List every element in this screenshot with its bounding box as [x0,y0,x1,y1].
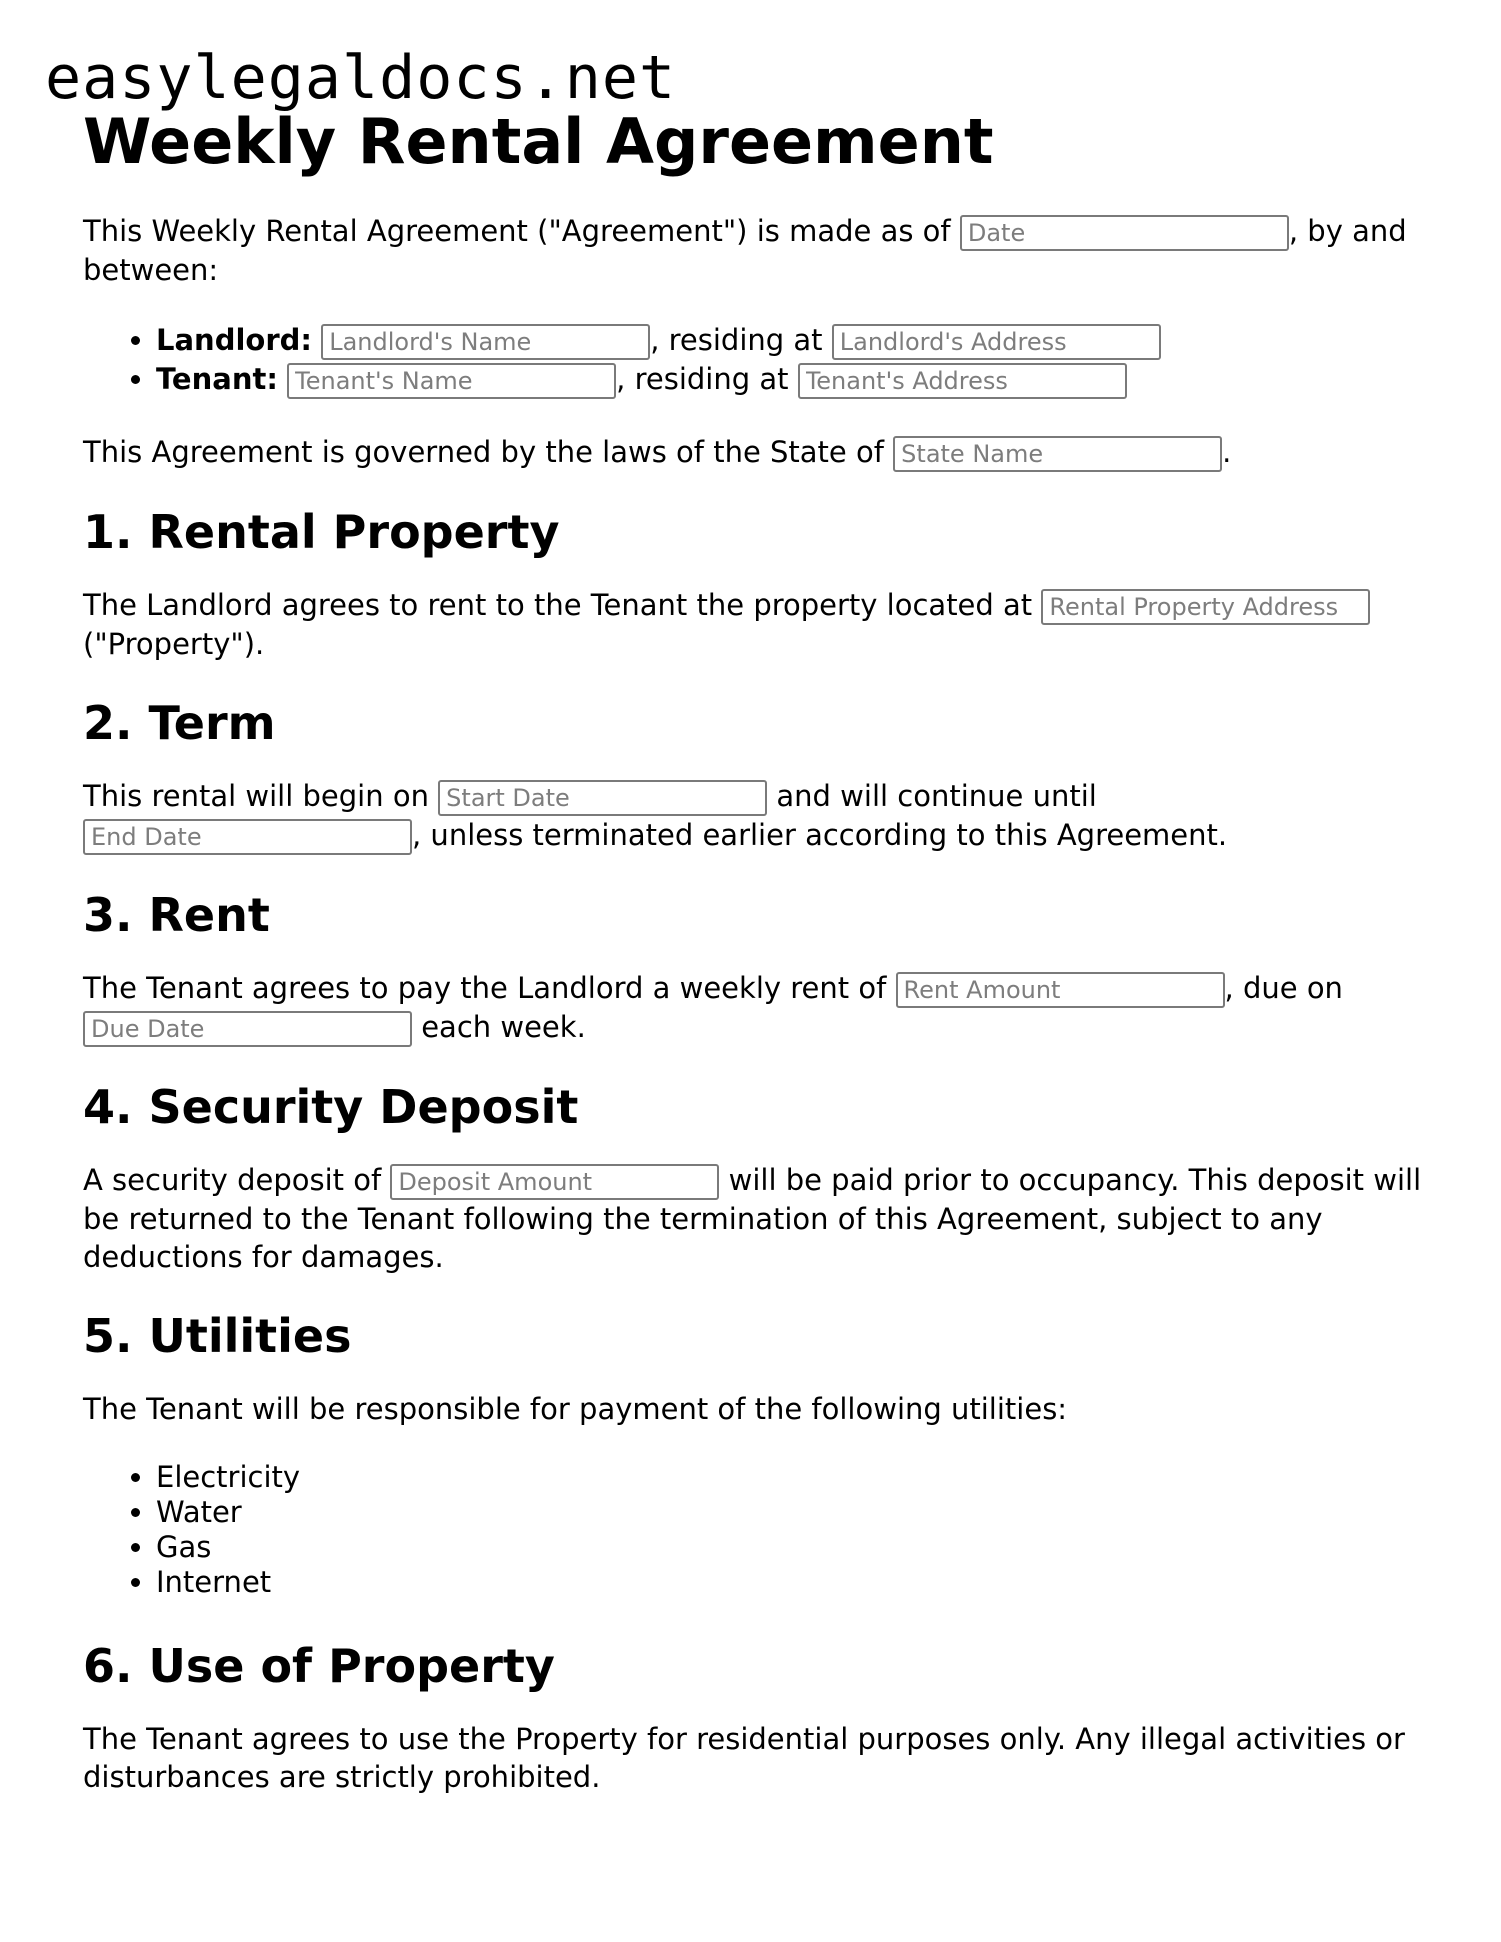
landlord-residing-text: , residing at [650,323,832,357]
deposit-text-after: will be paid prior to occupancy. This deposit will be returned to the Tenant following the termination of this Agreement, subject to any deductions for damages. [83,1163,1422,1274]
section-heading-use-of-property: 6. Use of Property [83,1639,555,1693]
rental-property-paragraph [83,586,1433,663]
term-paragraph [83,777,1433,855]
landlord-address-input[interactable] [832,324,1161,360]
section-heading-rent: 3. Rent [83,888,270,942]
rent-text-middle: , due on [1224,971,1343,1005]
list-item: • Water [156,1495,1433,1530]
site-watermark: easylegaldocs.net [45,43,677,113]
governing-law-paragraph [83,433,1433,472]
rental-property-text-before: The Landlord agrees to rent to the Tenant the property located at [83,588,1042,622]
start-date-input[interactable] [438,780,767,816]
landlord-name-input[interactable] [321,324,650,360]
rent-paragraph [83,969,1433,1047]
rent-text-before: The Tenant agrees to pay the Landlord a weekly rent of [83,971,896,1005]
utilities-paragraph: The Tenant will be responsible for payment of the following utilities: [83,1392,1068,1426]
term-text-before: This rental will begin on [83,779,439,813]
section-heading-term: 2. Term [83,696,276,750]
end-date-input[interactable] [83,819,412,855]
list-item: • Internet [156,1565,1433,1600]
rental-property-address-input[interactable] [1041,589,1370,625]
use-of-property-paragraph: The Tenant agrees to use the Property for residential purposes only. Any illegal activities or disturbances are strictly prohibited. [83,1722,1405,1794]
rent-amount-input[interactable] [896,972,1225,1008]
intro-text-before: This Weekly Rental Agreement ("Agreement") is made as of [83,214,960,248]
section-heading-utilities: 5. Utilities [83,1309,352,1363]
section-heading-rental-property: 1. Rental Property [83,505,560,559]
utilities-list [83,1460,1433,1600]
list-item: • Gas [156,1530,1433,1565]
tenant-item [156,360,1433,399]
intro-paragraph [83,212,1433,289]
tenant-address-input[interactable] [798,363,1127,399]
rental-property-text-after: ("Property"). [83,627,265,661]
landlord-label: Landlord: [156,323,312,357]
agreement-date-input[interactable] [960,215,1289,251]
tenant-name-input[interactable] [287,363,616,399]
due-date-input[interactable] [83,1011,412,1047]
security-deposit-paragraph [83,1161,1433,1276]
landlord-item [156,321,1433,360]
deposit-text-before: A security deposit of [83,1163,391,1197]
agreement-document [83,100,1433,1828]
state-name-input[interactable] [893,436,1222,472]
section-heading-security-deposit: 4. Security Deposit [83,1080,579,1134]
deposit-amount-input[interactable] [390,1164,719,1200]
governing-text-after: . [1222,435,1232,469]
tenant-residing-text: , residing at [616,362,798,396]
term-text-middle: and will continue until [767,779,1097,813]
list-item: • Electricity [156,1460,1433,1495]
tenant-label: Tenant: [156,362,278,396]
intro-text-after: , by and between: [83,214,1407,287]
governing-text-before: This Agreement is governed by the laws of the State of [83,435,894,469]
rent-text-after: each week. [412,1010,586,1044]
parties-list [83,321,1433,399]
page-title: Weekly Rental Agreement [83,105,994,178]
term-text-after: , unless terminated earlier according to this Agreement. [412,818,1228,852]
